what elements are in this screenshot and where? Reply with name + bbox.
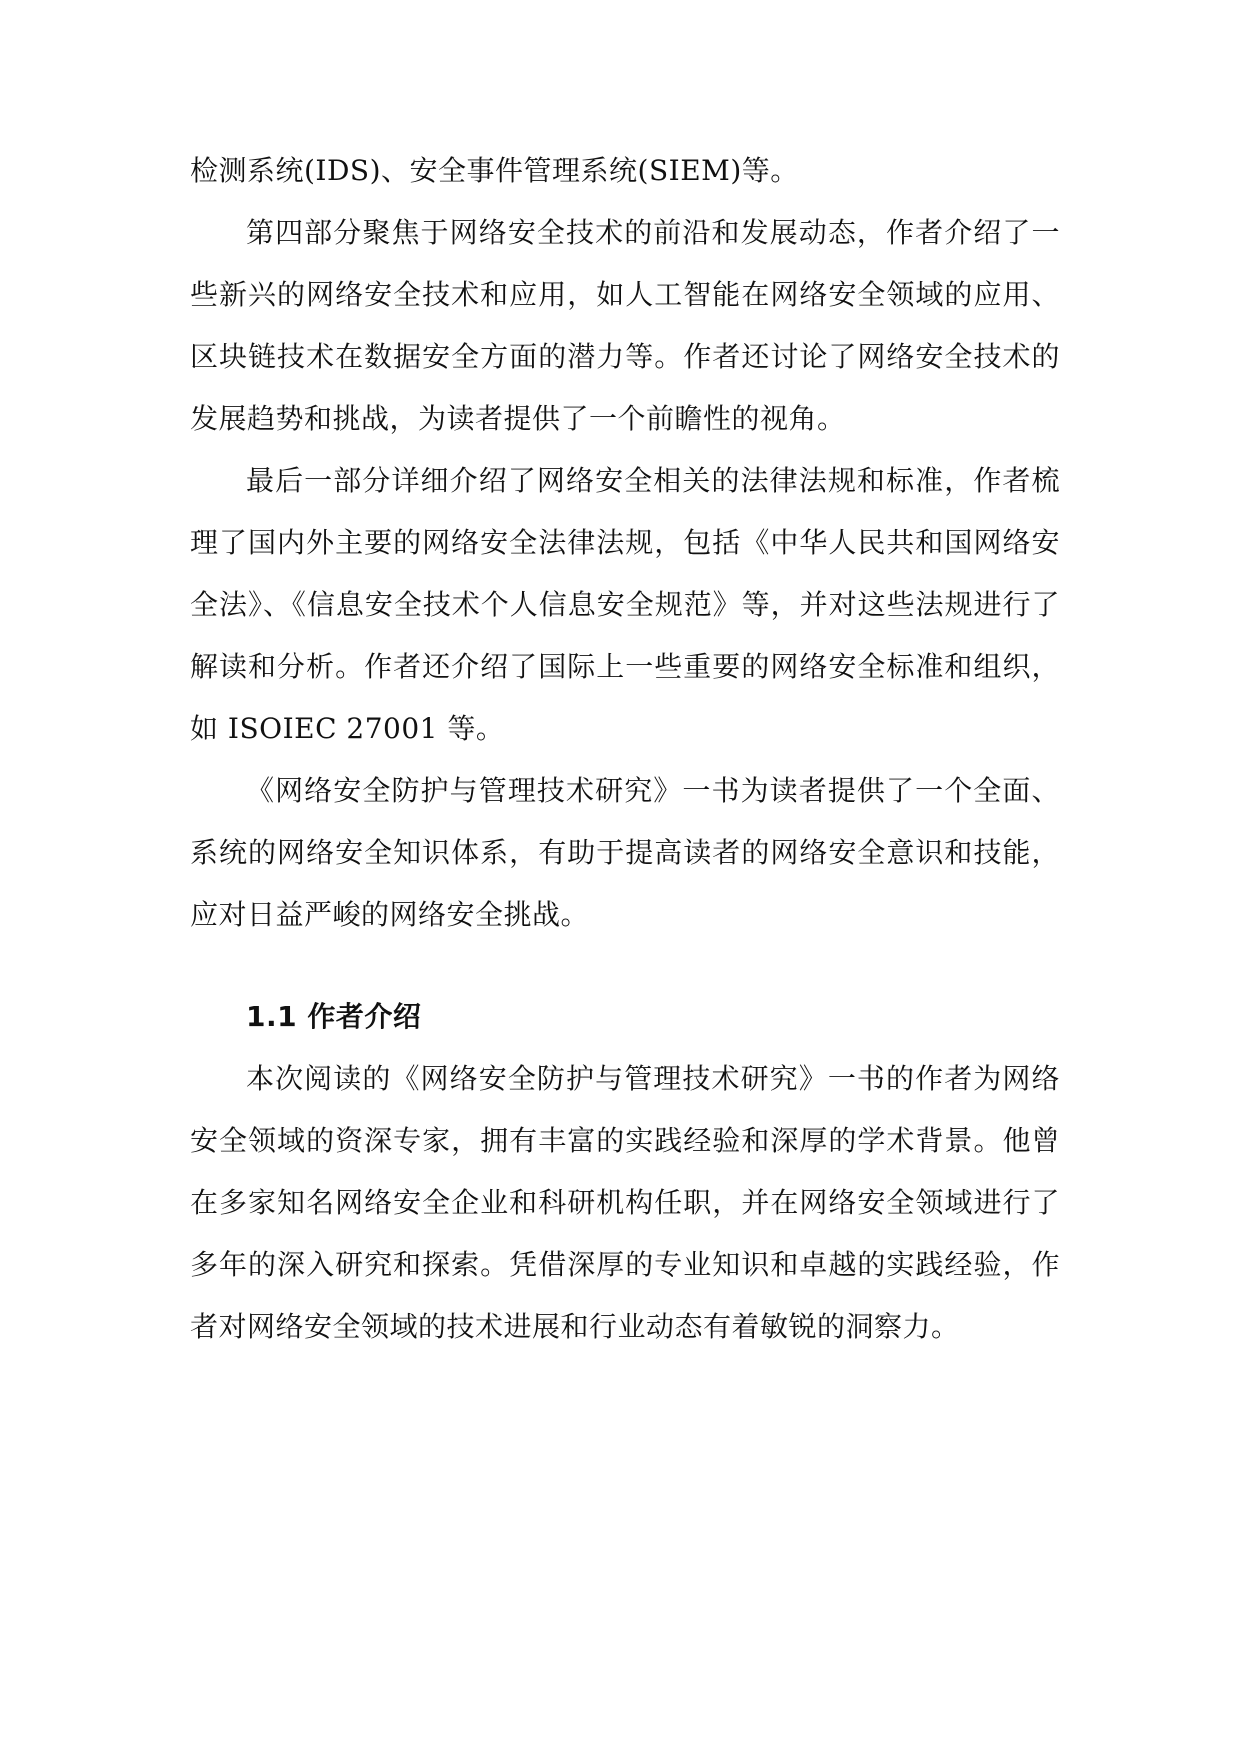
paragraph-book-summary: 《网络安全防护与管理技术研究》一书为读者提供了一个全面、系统的网络安全知识体系，有助于提高读者的网络安全意识和技能，应对日益严峻的网络安全挑战。	[190, 774, 1060, 931]
paragraph-part-four: 第四部分聚焦于网络安全技术的前沿和发展动态，作者介绍了一些新兴的网络安全技术和应用，如人工智能在网络安全领域的应用、区块链技术在数据安全方面的潜力等。作者还讨论了网络安全技术的发展趋势和挑战，为读者提供了一个前瞻性的视角。	[190, 216, 1060, 435]
document-body	[190, 140, 1060, 1358]
paragraph-continuation: 检测系统(IDS)、安全事件管理系统(SIEM)等。	[190, 154, 799, 187]
paragraph-laws-standards: 最后一部分详细介绍了网络安全相关的法律法规和标准，作者梳理了国内外主要的网络安全法律法规，包括《中华人民共和国网络安全法》、《信息安全技术个人信息安全规范》等，并对这些法规进行了解读和分析。作者还介绍了国际上一些重要的网络安全标准和组织，如 ISOIEC 27001 等。	[190, 464, 1060, 745]
section-heading: 1.1 作者介绍	[246, 1000, 422, 1033]
paragraph-author-intro: 本次阅读的《网络安全防护与管理技术研究》一书的作者为网络安全领域的资深专家，拥有丰富的实践经验和深厚的学术背景。他曾在多家知名网络安全企业和科研机构任职，并在网络安全领域进行了多年的深入研究和探索。凭借深厚的专业知识和卓越的实践经验，作者对网络安全领域的技术进展和行业动态有着敏锐的洞察力。	[190, 1062, 1060, 1343]
